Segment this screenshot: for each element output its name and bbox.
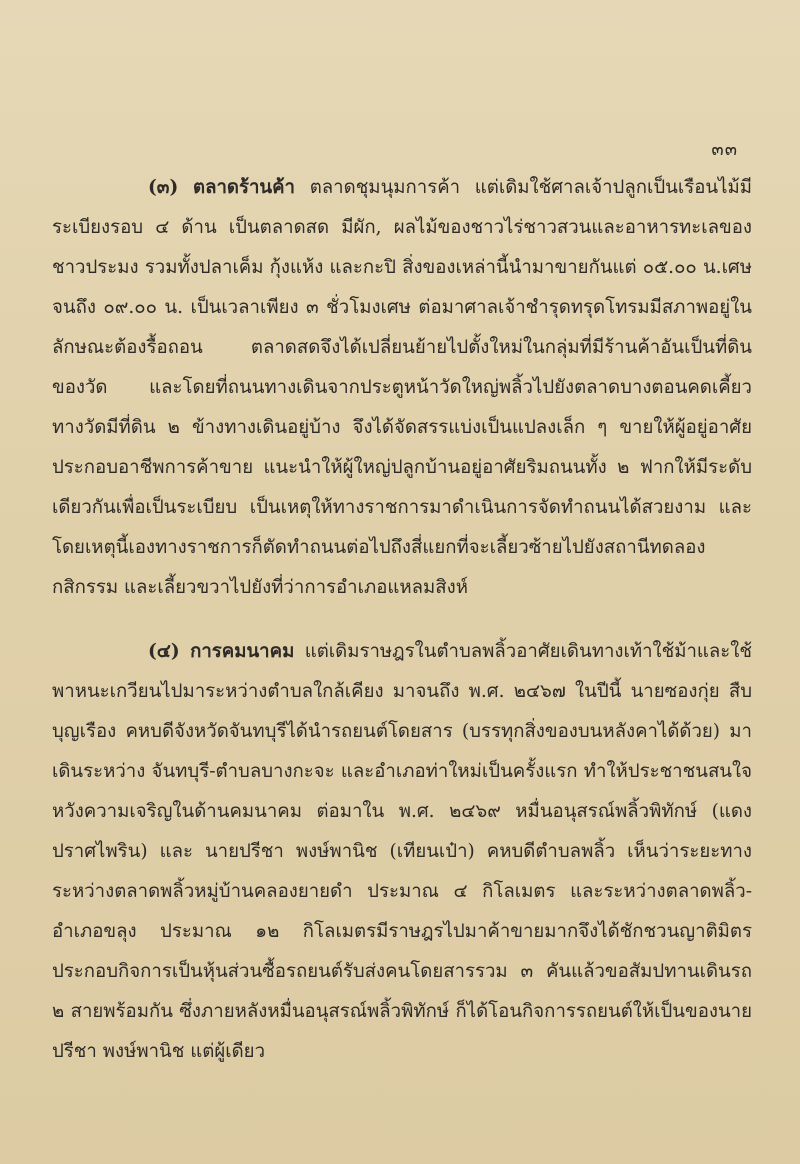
section-market-paragraph	[52, 168, 752, 608]
section-market-title: ตลาดร้านค้า	[193, 177, 296, 198]
section-transport-number: (๔)	[148, 641, 180, 662]
document-body	[52, 168, 752, 1072]
section-transport	[52, 632, 752, 1072]
section-transport-text: แต่เดิมราษฎรในตำบลพลิ้วอาศัยเดินทางเท้าใช้ม้าและใช้พาหนะเกวียนไปมาระหว่างตำบลใกล้เคียง มาจนถึง พ.ศ. ๒๔๖๗ ในปีนี้ นายซองกุ่ย สืบบุญเรือง คหบดีจังหวัดจันทบุรีได้นำรถยนต์โดยสาร (บรรทุกสิ่งของบนหลังคาได้ด้วย) มาเดินระหว่าง จันทบุรี-ตำบลบางกะจะ และอำเภอท่าใหม่เป็นครั้งแรก ทำให้ประชาชนสนใจหวังความเจริญในด้านคมนาคม ต่อมาใน พ.ศ. ๒๔๖๙ หมื่นอนุสรณ์พลิ้วพิทักษ์ (แดง ปราศไพริน) และ นายปรีชา พงษ์พานิช (เทียนเป๋า) คหบดีตำบลพลิ้ว เห็นว่าระยะทางระหว่างตลาดพลิ้วหมู่บ้านคลองยายดำ ประมาณ ๔ กิโลเมตร และระหว่างตลาดพลิ้ว-อำเภอขลุง ประมาณ ๑๒ กิโลเมตรมีราษฎรไปมาค้าขายมากจึงได้ชักชวนญาติมิตรประกอบกิจการเป็นหุ้นส่วนซื้อรถยนต์รับส่งคนโดยสารรวม ๓ คันแล้วขอสัมปทานเดินรถ ๒ สายพร้อมกัน ซึ่งภายหลังหมื่นอนุสรณ์พลิ้วพิทักษ์ ก็ได้โอนกิจการรถยนต์ให้เป็นของนายปรีชา พงษ์พานิช แต่ผู้เดียว	[52, 641, 752, 1062]
section-market	[52, 168, 752, 608]
section-market-number: (๓)	[148, 177, 179, 198]
page-number: ๓๓	[711, 139, 738, 160]
section-market-text: ตลาดชุมนุมการค้า แต่เดิมใช้ศาลเจ้าปลูกเป็นเรือนไม้มีระเบียงรอบ ๔ ด้าน เป็นตลาดสด มีผัก, ผลไม้ของชาวไร่ชาวสวนและอาหารทะเลของชาวประมง รวมทั้งปลาเค็ม กุ้งแห้ง และกะปิ สิ่งของเหล่านี้นำมาขายกันแต่ ๐๕.๐๐ น.เศษ จนถึง ๐๙.๐๐ น. เป็นเวลาเพียง ๓ ชั่วโมงเศษ ต่อมาศาลเจ้าชำรุดทรุดโทรมมีสภาพอยู่ในลักษณะต้องรื้อถอน ตลาดสดจึงได้เปลี่ยนย้ายไปตั้งใหม่ในกลุ่มที่มีร้านค้าอันเป็นที่ดินของวัด และโดยที่ถนนทางเดินจากประตูหน้าวัดใหญ่พลิ้วไปยังตลาดบางตอนคดเคี้ยว ทางวัดมีที่ดิน ๒ ข้างทางเดินอยู่บ้าง จึงได้จัดสรรแบ่งเป็นแปลงเล็ก ๆ ขายให้ผู้อยู่อาศัยประกอบอาชีพการค้าขาย แนะนำให้ผู้ใหญ่ปลูกบ้านอยู่อาศัยริมถนนทั้ง ๒ ฟากให้มีระดับเดียวกันเพื่อเป็นระเบียบ เป็นเหตุให้ทางราชการมาดำเนินการจัดทำถนนได้สวยงาม และโดยเหตุนี้เองทางราชการก็ตัดทำถนนต่อไปถึงสี่แยกที่จะเลี้ยวซ้ายไปยังสถานีทดลองกสิกรรม และเลี้ยวขวาไปยังที่ว่าการอำเภอแหลมสิงห์	[52, 177, 752, 598]
section-transport-title: การคมนาคม	[190, 641, 295, 662]
section-transport-paragraph	[52, 632, 752, 1072]
